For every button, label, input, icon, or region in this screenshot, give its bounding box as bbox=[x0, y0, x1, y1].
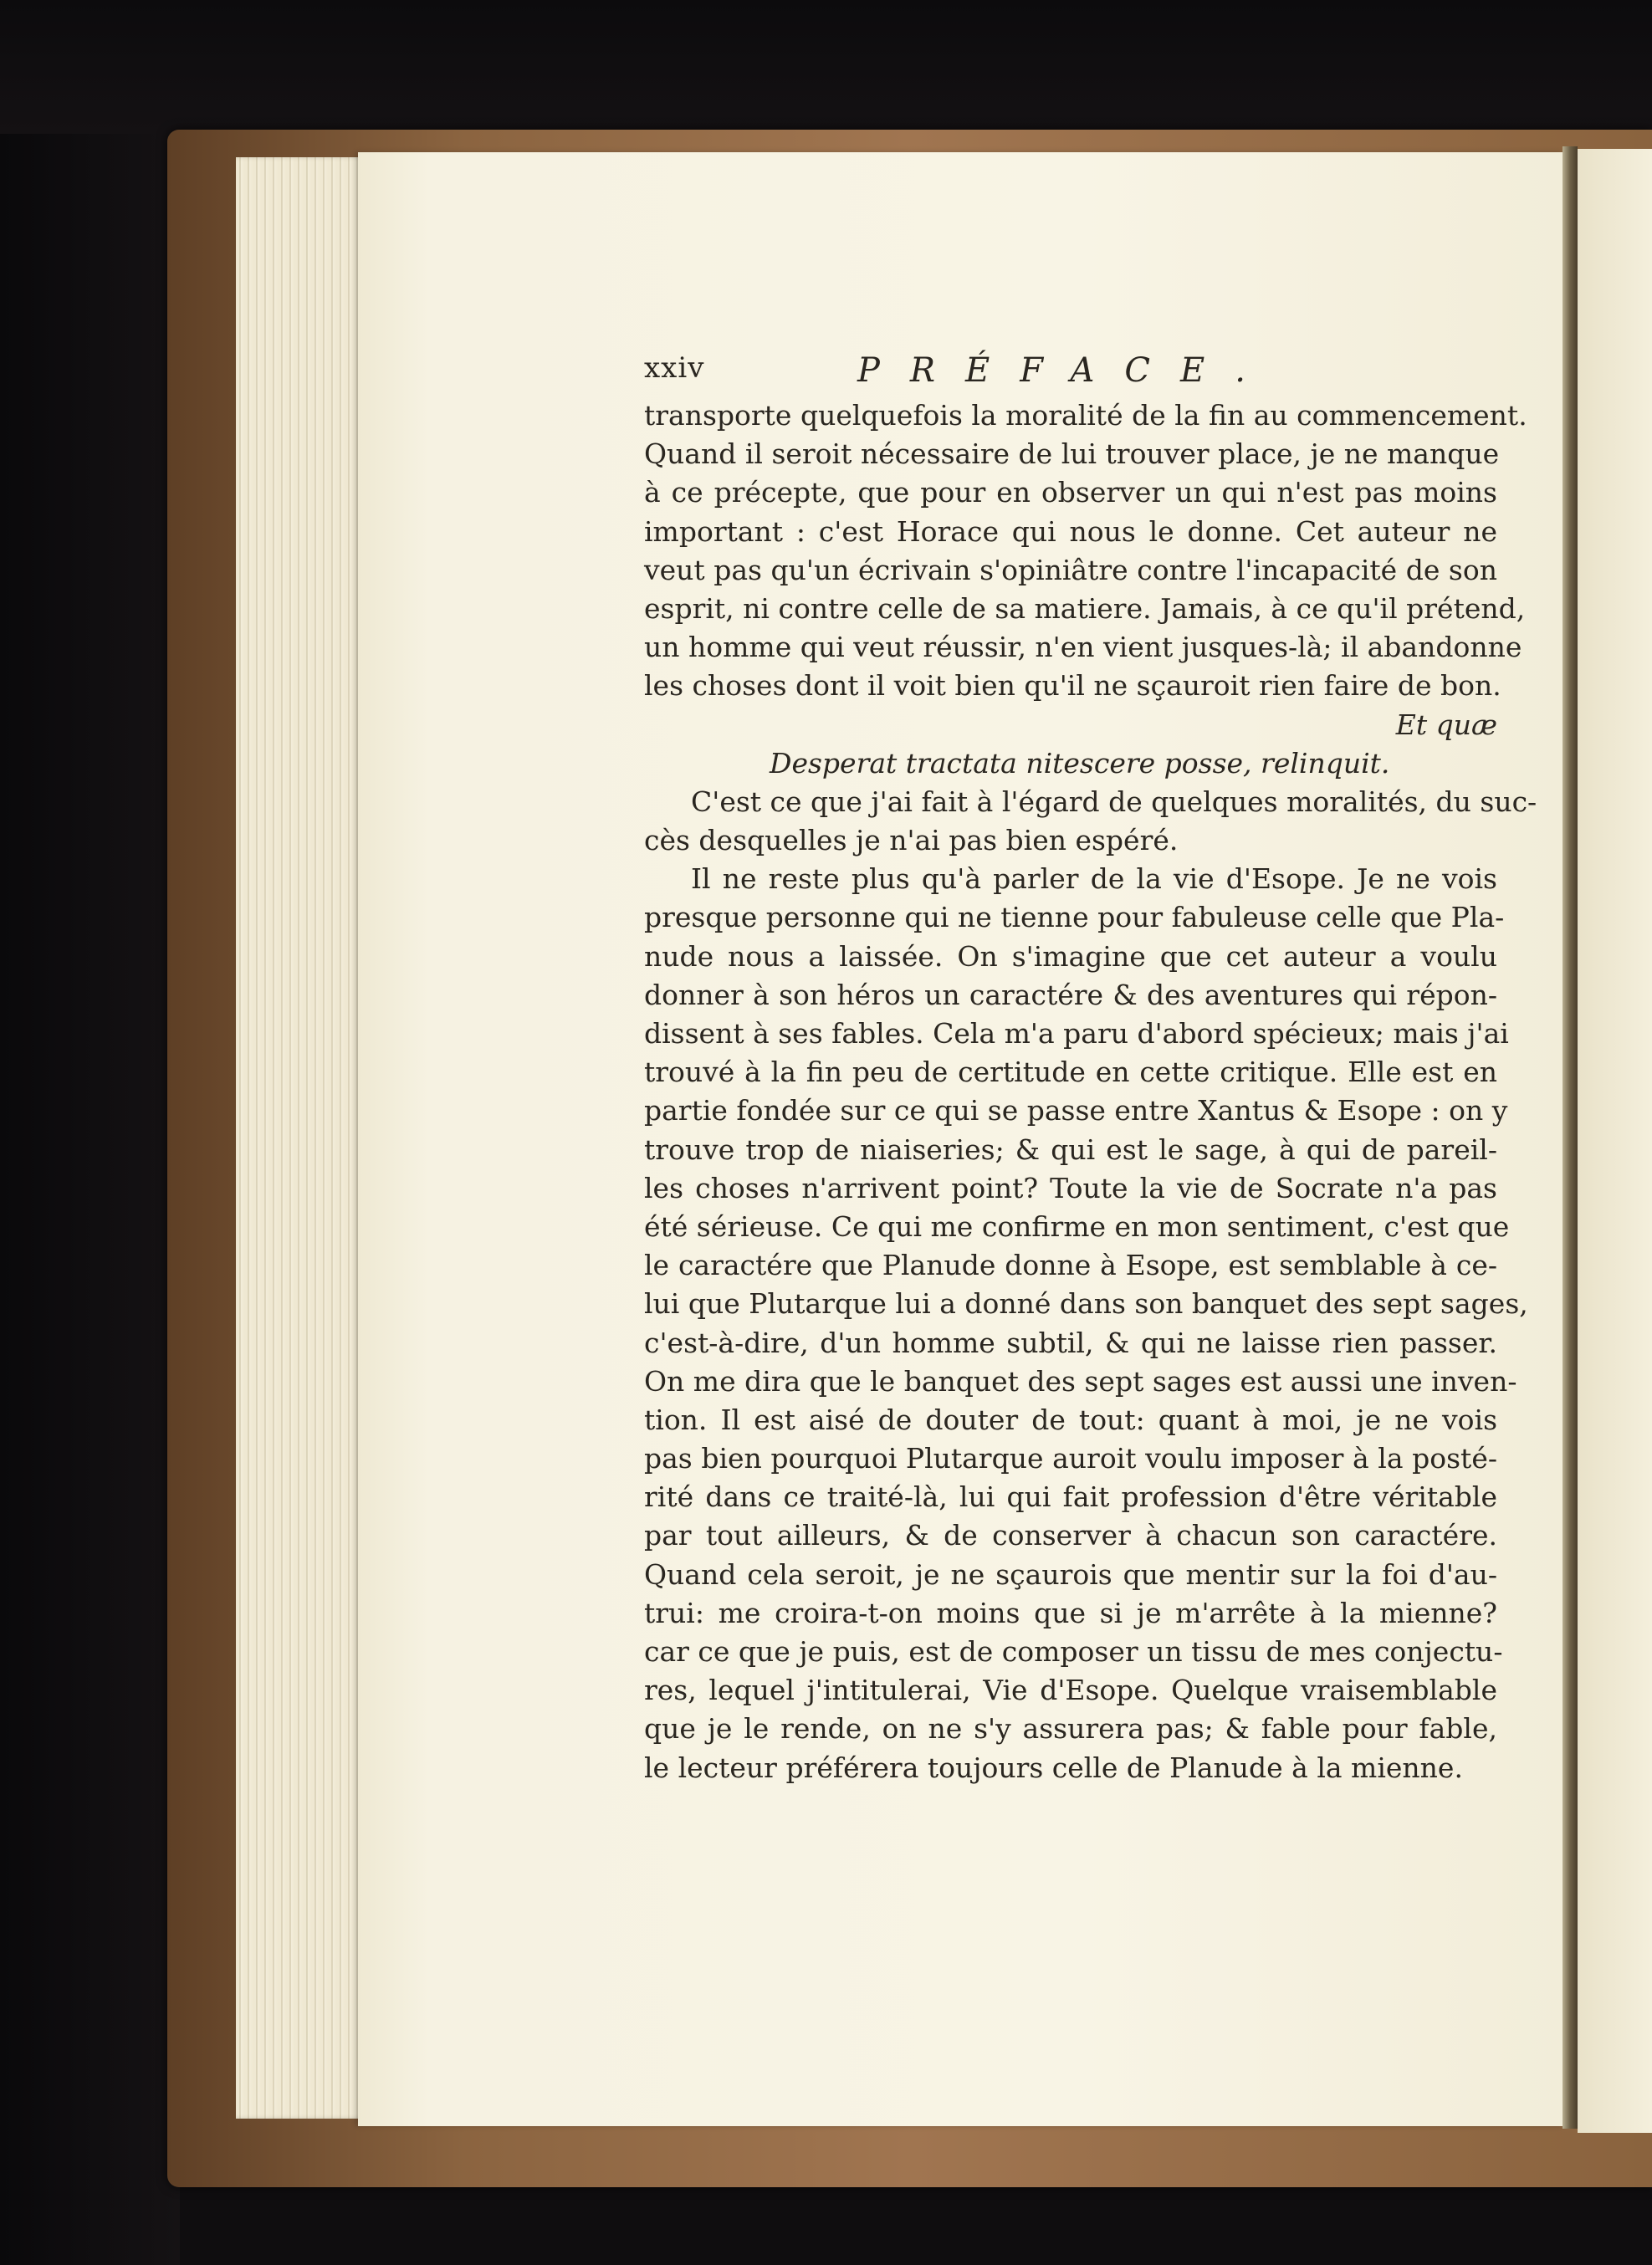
text-line: partie fondée sur ce qui se passe entre Xantus & Esope : on y bbox=[644, 1094, 1508, 1127]
text-line: Quand cela seroit, je ne sçaurois que mentir sur la foi d'au- bbox=[644, 1557, 1497, 1591]
latin-quote bbox=[644, 706, 1497, 783]
quote-line: Et quæ bbox=[1395, 708, 1497, 741]
text-line: Quand il seroit nécessaire de lui trouver place, je ne manque bbox=[644, 437, 1500, 471]
text-line: C'est ce que j'ai fait à l'égard de quelques moralités, du suc- bbox=[691, 785, 1537, 818]
text-line: c'est-à-dire, d'un homme subtil, & qui ne laisse rien passer. bbox=[644, 1326, 1497, 1359]
text-line: transporte quelquefois la moralité de la fin au commencement. bbox=[644, 399, 1527, 432]
text-line: été sérieuse. Ce qui me confirme en mon sentiment, c'est que bbox=[644, 1209, 1510, 1243]
quote-line: Desperat tractata nitescere posse, relinquit. bbox=[770, 746, 1390, 780]
text-line: res, lequel j'intitulerai, Vie d'Esope. Quelque vraisemblable bbox=[644, 1674, 1497, 1707]
text-line: nude nous a laissée. On s'imagine que cet auteur a voulu bbox=[644, 939, 1497, 973]
text-line: les choses dont il voit bien qu'il ne sçauroit rien faire de bon. bbox=[644, 669, 1501, 703]
text-line: tion. Il est aisé de douter de tout: quant à moi, je ne vois bbox=[644, 1403, 1497, 1436]
background-top bbox=[0, 0, 1652, 134]
text-line: pas bien pourquoi Plutarque auroit voulu imposer à la posté- bbox=[644, 1442, 1497, 1475]
page-content bbox=[644, 351, 1537, 1787]
paragraph-3 bbox=[644, 860, 1528, 1787]
text-line: cès desquelles je n'ai pas bien espéré. bbox=[644, 824, 1179, 857]
text-line: rité dans ce traité-là, lui qui fait profession d'être véritable bbox=[644, 1480, 1497, 1514]
text-line: On me dira que le banquet des sept sages est aussi une inven- bbox=[644, 1364, 1517, 1398]
running-title: PRÉFACE. bbox=[857, 351, 1276, 390]
facing-page-edge bbox=[1578, 149, 1652, 2133]
text-line: par tout ailleurs, & de conserver à chacun son caractére. bbox=[644, 1519, 1497, 1552]
book-gutter bbox=[1562, 146, 1578, 2129]
paragraph-1 bbox=[644, 396, 1527, 706]
text-line: Il ne reste plus qu'à parler de la vie d'Esope. Je ne vois bbox=[691, 862, 1497, 896]
text-line: donner à son héros un caractére & des aventures qui répon- bbox=[644, 978, 1497, 1011]
text-line: car ce que je puis, est de composer un tissu de mes conjectu- bbox=[644, 1635, 1503, 1668]
page-edges bbox=[236, 157, 370, 2119]
text-line: lui que Plutarque lui a donné dans son banquet des sept sages, bbox=[644, 1287, 1528, 1321]
text-line: dissent à ses fables. Cela m'a paru d'abord spécieux; mais j'ai bbox=[644, 1017, 1509, 1050]
background-left bbox=[0, 0, 180, 2265]
text-line: que je le rende, on ne s'y assurera pas; & fable pour fable, bbox=[644, 1712, 1497, 1746]
text-line: trui: me croira-t-on moins que si je m'arrête à la mienne? bbox=[644, 1596, 1497, 1629]
text-line: trouvé à la fin peu de certitude en cette critique. Elle est en bbox=[644, 1056, 1497, 1089]
text-line: à ce précepte, que pour en observer un qui n'est pas moins bbox=[644, 476, 1497, 509]
paragraph-2 bbox=[644, 783, 1537, 860]
text-line: le lecteur préférera toujours celle de Planude à la mienne. bbox=[644, 1751, 1463, 1784]
text-line: esprit, ni contre celle de sa matiere. Jamais, à ce qu'il prétend, bbox=[644, 591, 1526, 625]
page-number: xxiv bbox=[644, 351, 705, 385]
text-line: un homme qui veut réussir, n'en vient jusques-là; il abandonne bbox=[644, 631, 1522, 664]
text-line: trouve trop de niaiseries; & qui est le sage, à qui de pareil- bbox=[644, 1132, 1497, 1166]
text-line: les choses n'arrivent point? Toute la vie de Socrate n'a pas bbox=[644, 1171, 1497, 1204]
text-line: le caractére que Planude donne à Esope, est semblable à ce- bbox=[644, 1249, 1497, 1282]
text-line: presque personne qui ne tienne pour fabuleuse celle que Pla- bbox=[644, 901, 1505, 934]
text-line: important : c'est Horace qui nous le donne. Cet auteur ne bbox=[644, 514, 1497, 548]
text-line: veut pas qu'un écrivain s'opiniâtre contre l'incapacité de son bbox=[644, 553, 1497, 586]
page-header bbox=[644, 351, 1497, 395]
